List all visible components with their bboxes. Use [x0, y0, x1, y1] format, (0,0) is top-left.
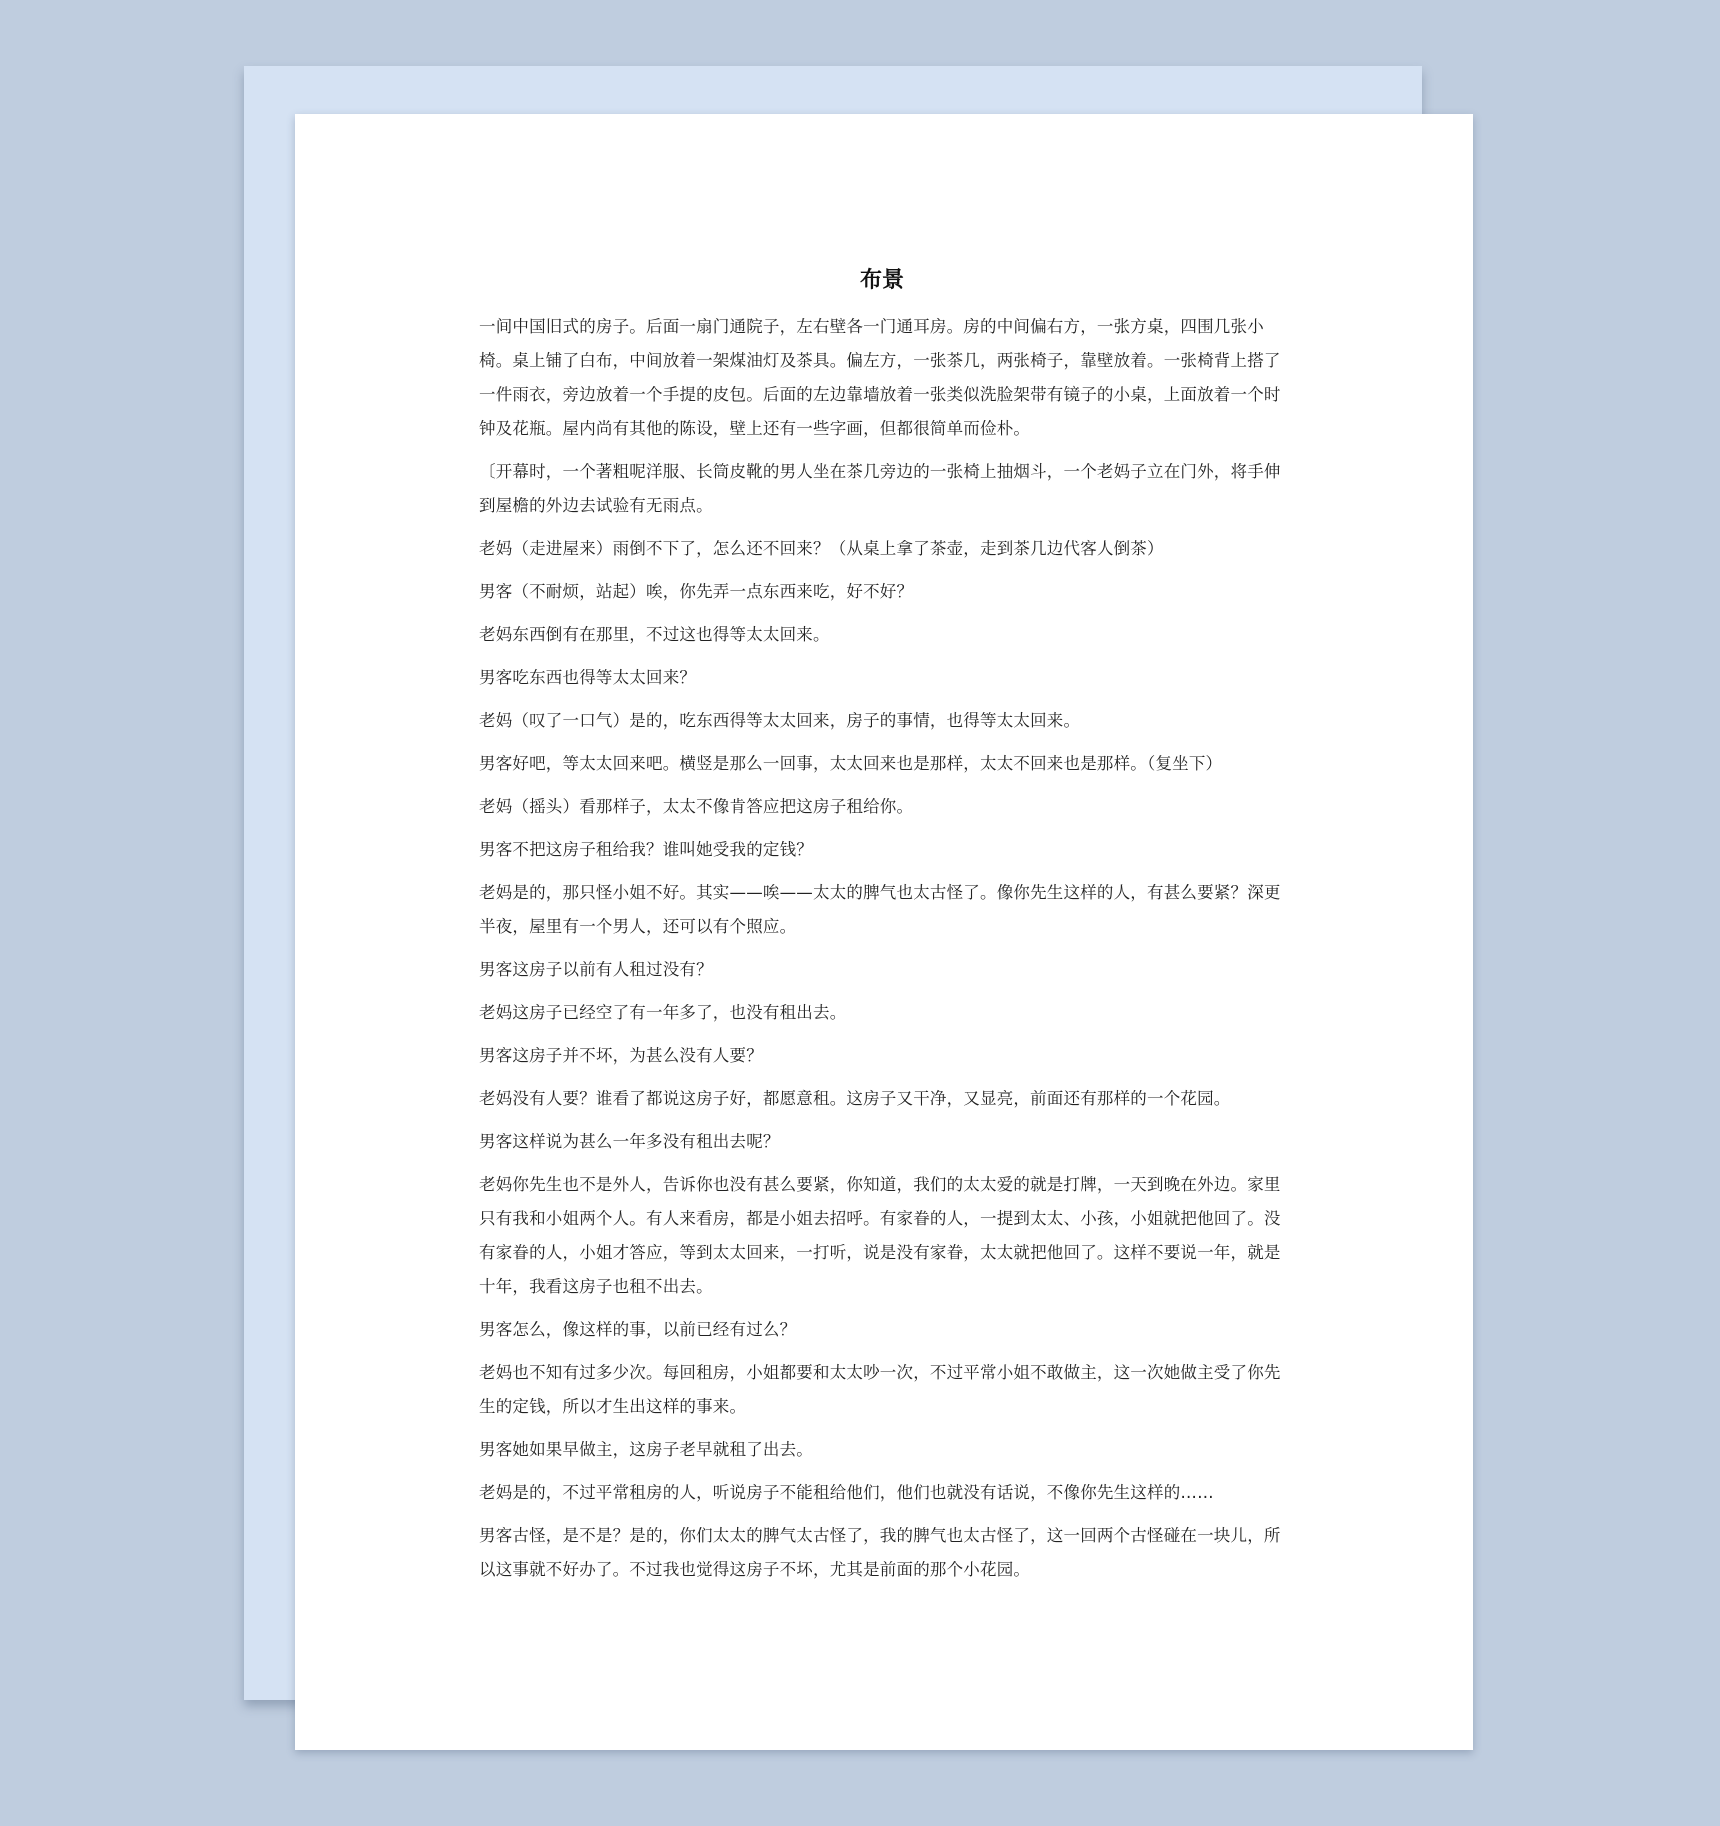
dialogue-line: 男客好吧，等太太回来吧。横竖是那么一回事，太太回来也是那样，太太不回来也是那样。（复坐下） — [479, 754, 1223, 773]
dialogue-line: 男客古怪，是不是？是的，你们太太的脾气太古怪了，我的脾气也太古怪了，这一回两个古怪碰在一块儿，所以这事就不好办了。不过我也觉得这房子不坏，尤其是前面的那个小花园。 — [479, 1526, 1281, 1579]
dialogue-line: 老妈这房子已经空了有一年多了，也没有租出去。 — [479, 1003, 847, 1022]
paragraph-curtain-opening: 〔开幕时，一个著粗呢洋服、长筒皮靴的男人坐在茶几旁边的一张椅上抽烟斗，一个老妈子立在门外，将手伸到屋檐的外边去试验有无雨点。 — [479, 462, 1281, 515]
dialogue-line: 男客不把这房子租给我？谁叫她受我的定钱？ — [479, 840, 813, 859]
dialogue-line: 老妈你先生也不是外人，告诉你也没有甚么要紧，你知道，我们的太太爱的就是打牌，一天到晚在外边。家里只有我和小姐两个人。有人来看房，都是小姐去招呼。有家眷的人，一提到太太、小孩，小姐就把他回了。没有家眷的人，小姐才答应，等到太太回来，一打听，说是没有家眷，太太就把他回了。这样不要说一年，就是十年，我看这房子也租不出去。 — [479, 1175, 1281, 1296]
dialogue-line: 男客她如果早做主，这房子老早就租了出去。 — [479, 1440, 813, 1459]
paragraph-stage-setting: 一间中国旧式的房子。后面一扇门通院子，左右壁各一门通耳房。房的中间偏右方，一张方桌，四围几张小椅。桌上铺了白布，中间放着一架煤油灯及茶具。偏左方，一张茶几，两张椅子，靠壁放着。一张椅背上搭了一件雨衣，旁边放着一个手提的皮包。后面的左边靠墙放着一张类似洗脸架带有镜子的小桌，上面放着一个时钟及花瓶。屋内尚有其他的陈设，壁上还有一些字画，但都很简单而俭朴。 — [479, 317, 1281, 438]
dialogue-line: 男客这房子以前有人租过没有？ — [479, 960, 713, 979]
dialogue-line: 男客吃东西也得等太太回来？ — [479, 668, 697, 687]
dialogue-line: 男客（不耐烦，站起）唉，你先弄一点东西来吃，好不好？ — [479, 582, 914, 601]
dialogue-line: 老妈是的，不过平常租房的人，听说房子不能租给他们，他们也就没有话说，不像你先生这样的…… — [479, 1483, 1214, 1502]
dialogue-line: 男客怎么，像这样的事，以前已经有过么？ — [479, 1320, 797, 1339]
page-title: 布景 — [859, 268, 904, 293]
document-page — [295, 114, 1473, 1750]
page-content — [479, 266, 1285, 1596]
dialogue-line: 老妈东西倒有在那里，不过这也得等太太回来。 — [479, 625, 830, 644]
dialogue-line: 男客这房子并不坏，为甚么没有人要？ — [479, 1046, 763, 1065]
dialogue-line: 老妈也不知有过多少次。每回租房，小姐都要和太太吵一次，不过平常小姐不敢做主，这一次她做主受了你先生的定钱，所以才生出这样的事来。 — [479, 1363, 1281, 1416]
dialogue-line: 老妈（走进屋来）雨倒不下了，怎么还不回来？（从桌上拿了茶壶，走到茶几边代客人倒茶） — [479, 539, 1164, 558]
dialogue-line: 老妈（摇头）看那样子，太太不像肯答应把这房子租给你。 — [479, 797, 914, 816]
dialogue-line: 老妈（叹了一口气）是的，吃东西得等太太回来，房子的事情，也得等太太回来。 — [479, 711, 1081, 730]
dialogue-line: 老妈是的，那只怪小姐不好。其实——唉——太太的脾气也太古怪了。像你先生这样的人，有甚么要紧？深更半夜，屋里有一个男人，还可以有个照应。 — [479, 883, 1281, 936]
dialogue-line: 老妈没有人要？谁看了都说这房子好，都愿意租。这房子又干净，又显亮，前面还有那样的一个花园。 — [479, 1089, 1231, 1108]
dialogue-line: 男客这样说为甚么一年多没有租出去呢？ — [479, 1132, 780, 1151]
